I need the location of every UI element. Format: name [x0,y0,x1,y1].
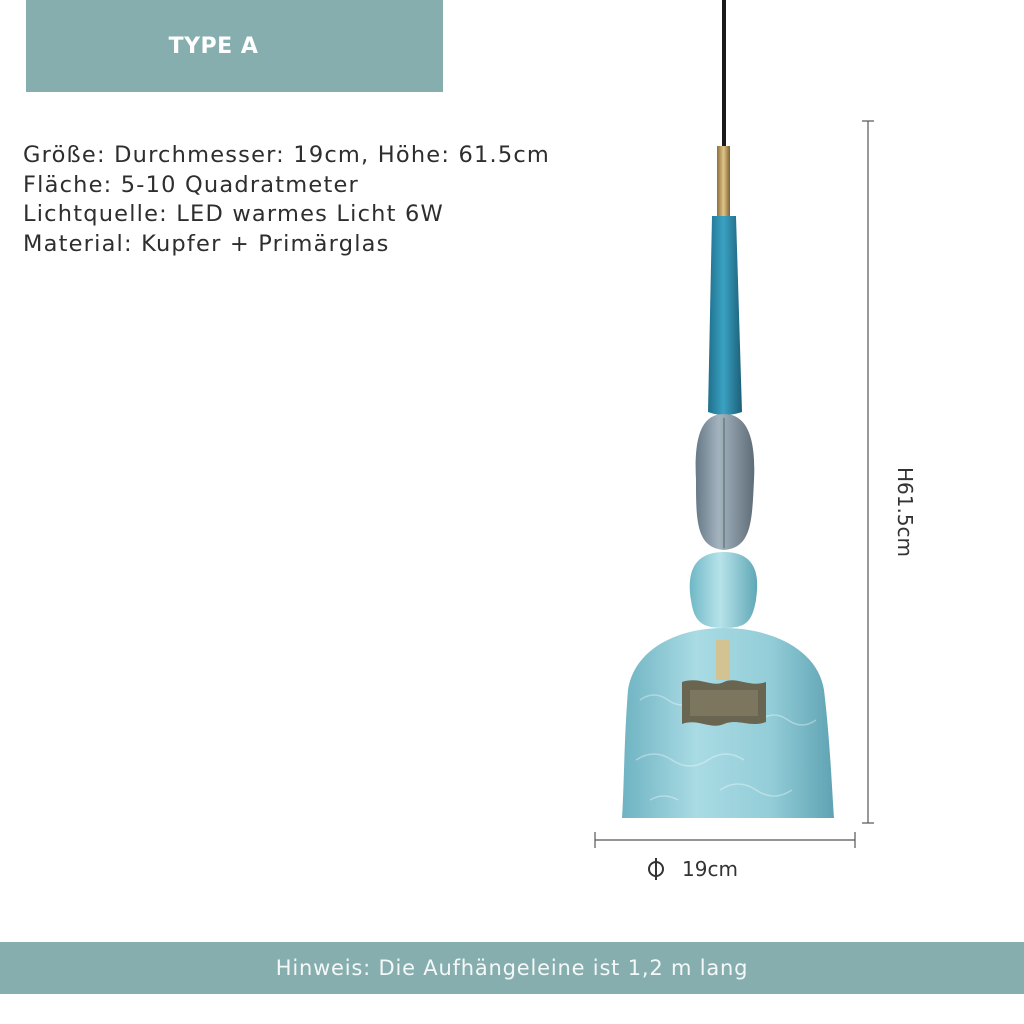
smoke-glass-piece [696,414,755,550]
light-glass-bead [690,552,757,628]
height-label: H61.5cm [893,466,917,558]
cord [722,0,726,148]
diameter-label-group [648,857,738,881]
type-label: TYPE A [168,33,259,59]
cord-length-note: Hinweis: Die Aufhängeleine ist 1,2 m lang [275,956,749,980]
spec-size: Größe: Durchmesser: 19cm, Höhe: 61.5cm [23,142,551,168]
spec-material: Material: Kupfer + Primärglas [23,230,390,257]
bulb-holder [716,640,730,680]
spec-area: Fläche: 5-10 Quadratmeter [23,171,359,198]
width-dimension [595,832,855,848]
spec-light-source: Lichtquelle: LED warmes Licht 6W [23,201,444,227]
diameter-phi-icon [648,861,664,877]
height-dimension [862,121,874,823]
brass-connector [717,146,730,216]
note-bar [0,942,1024,994]
diameter-label: 19cm [682,857,738,881]
blue-glass-stem [708,216,742,415]
